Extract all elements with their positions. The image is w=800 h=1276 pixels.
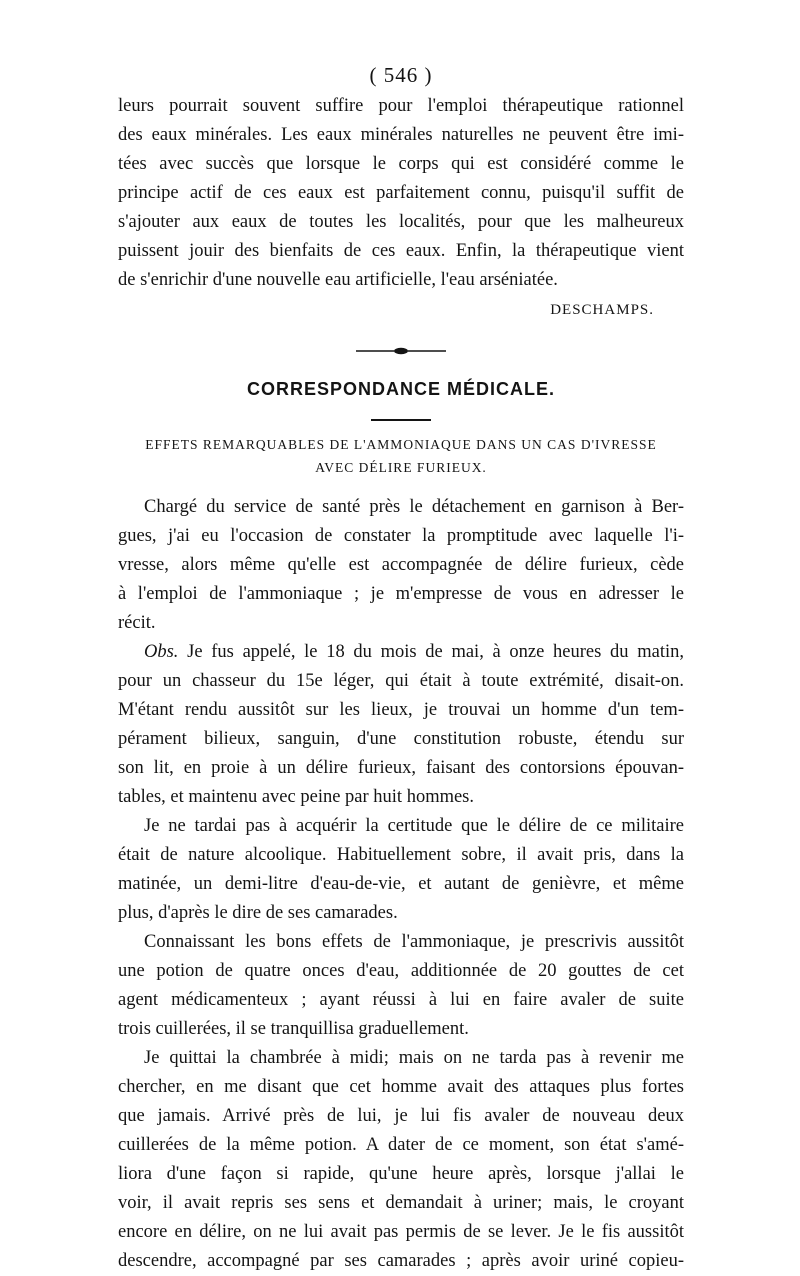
text-line: que jamais. Arrivé près de lui, je lui fis avaler de nouveau deux bbox=[118, 1106, 684, 1126]
text-line: matinée, un demi-litre d'eau-de-vie, et autant de genièvre, et même bbox=[118, 874, 684, 894]
text-line: leurs pourrait souvent suffire pour l'emploi thérapeutique rationnel bbox=[118, 96, 684, 116]
text-line: tées avec succès que lorsque le corps qui est considéré comme le bbox=[118, 154, 684, 174]
article-body bbox=[118, 493, 684, 1276]
paragraph bbox=[118, 1044, 684, 1276]
text-line: tables, et maintenu avec peine par huit hommes. bbox=[118, 787, 475, 807]
text-line: cuillerées de la même potion. A dater de ce moment, son état s'amé- bbox=[118, 1135, 684, 1155]
text-line: plus, d'après le dire de ses camarades. bbox=[118, 903, 398, 923]
text-line: puissent jouir des bienfaits de ces eaux. Enfin, la thérapeutique vient bbox=[118, 241, 684, 261]
text-line: liora d'une façon si rapide, qu'une heure après, lorsque j'allai le bbox=[118, 1164, 684, 1184]
text-line: son lit, en proie à un délire furieux, faisant des contorsions épouvan- bbox=[118, 758, 684, 778]
section-title: CORRESPONDANCE MÉDICALE. bbox=[246, 379, 556, 399]
paragraph bbox=[118, 928, 684, 1044]
paragraph bbox=[118, 812, 684, 928]
text-line: pérament bilieux, sanguin, d'une constitution robuste, étendu sur bbox=[118, 729, 684, 749]
text-line: vresse, alors même qu'elle est accompagnée de délire furieux, cède bbox=[118, 555, 684, 575]
ornament-divider bbox=[356, 347, 446, 355]
text-line: de s'enrichir d'une nouvelle eau artificielle, l'eau arséniatée. bbox=[118, 270, 558, 290]
text-line: M'étant rendu aussitôt sur les lieux, je trouvai un homme d'un tem- bbox=[118, 700, 684, 720]
text-line: gues, j'ai eu l'occasion de constater la promptitude avec laquelle l'i- bbox=[118, 526, 684, 546]
text-line: était de nature alcoolique. Habituellement sobre, il avait pris, dans la bbox=[118, 845, 684, 865]
subtitle-line: AVEC DÉLIRE FURIEUX. bbox=[315, 460, 487, 475]
text-line: une potion de quatre onces d'eau, additionnée de 20 gouttes de cet bbox=[118, 961, 684, 981]
text-line: Connaissant les bons effets de l'ammoniaque, je prescrivis aussitôt bbox=[144, 932, 684, 952]
subtitle-line: EFFETS REMARQUABLES DE L'AMMONIAQUE DANS UN CAS D'IVRESSE bbox=[145, 437, 657, 452]
title-rule bbox=[371, 419, 431, 421]
text-line: récit. bbox=[118, 613, 156, 633]
text-line: encore en délire, on ne lui avait pas permis de se lever. Je le fis aussitôt bbox=[118, 1222, 684, 1242]
text-line: trois cuillerées, il se tranquillisa graduellement. bbox=[118, 1019, 469, 1039]
text-line: descendre, accompagné par ses camarades ; après avoir uriné copieu- bbox=[118, 1251, 684, 1271]
text-line: chercher, en me disant que cet homme avait des attaques plus fortes bbox=[118, 1077, 684, 1097]
text-line-content: Je fus appelé, le 18 du mois de mai, à onze heures du matin, bbox=[187, 642, 685, 662]
text-line: s'ajouter aux eaux de toutes les localités, pour que les malheureux bbox=[118, 212, 684, 232]
text-line: principe actif de ces eaux est parfaitement connu, puisqu'il suffit de bbox=[118, 183, 684, 203]
text-line bbox=[118, 638, 684, 667]
page-number: ( 546 ) bbox=[369, 63, 433, 87]
paragraph bbox=[118, 493, 684, 638]
text-line: agent médicamenteux ; ayant réussi à lui en faire avaler de suite bbox=[118, 990, 684, 1010]
text-line: pour un chasseur du 15e léger, qui était à toute extrémité, disait-on. bbox=[118, 671, 684, 691]
author-signature: DESCHAMPS. bbox=[550, 302, 654, 318]
text-line: à l'emploi de l'ammoniaque ; je m'empresse de vous en adresser le bbox=[118, 584, 684, 604]
text-line: Je quittai la chambrée à midi; mais on ne tarda pas à revenir me bbox=[144, 1048, 684, 1068]
article-subtitle bbox=[118, 433, 684, 479]
text-line: Je ne tardai pas à acquérir la certitude que le délire de ce militaire bbox=[144, 816, 684, 836]
obs-label: Obs. bbox=[144, 642, 179, 662]
book-page bbox=[118, 58, 684, 1276]
text-line: des eaux minérales. Les eaux minérales naturelles ne peuvent être imi- bbox=[118, 125, 684, 145]
paragraph bbox=[118, 638, 684, 812]
text-line: Chargé du service de santé près le détachement en garnison à Ber- bbox=[144, 497, 684, 517]
text-line: voir, il avait repris ses sens et demandait à uriner; mais, le croyant bbox=[118, 1193, 684, 1213]
intro-paragraph bbox=[118, 92, 684, 295]
